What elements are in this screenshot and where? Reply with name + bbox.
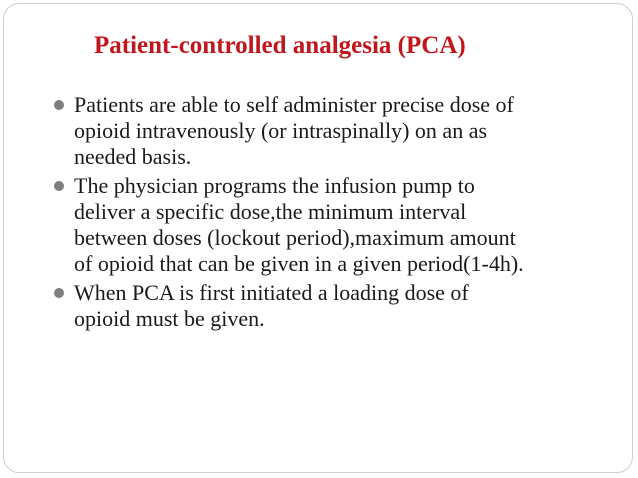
- bullet-line: When PCA is first initiated a loading dose of: [74, 280, 469, 305]
- bullet-line: Patients are able to self administer precise dose of: [74, 92, 514, 117]
- bullet-item: [54, 173, 614, 277]
- bullet-dot-icon: [54, 181, 64, 191]
- slide: [3, 3, 633, 473]
- bullet-line: The physician programs the infusion pump to: [74, 173, 475, 198]
- bullet-dot-icon: [54, 288, 64, 298]
- bullet-line: deliver a specific dose,the minimum interval: [74, 199, 467, 224]
- bullet-dot-icon: [54, 100, 64, 110]
- bullet-line: between doses (lockout period),maximum amount: [74, 225, 516, 250]
- bullet-line: opioid intravenously (or intraspinally) on an as: [74, 118, 488, 143]
- bullet-item: [54, 92, 614, 170]
- bullet-list: [54, 92, 614, 335]
- bullet-line: opioid must be given.: [74, 306, 265, 331]
- bullet-item: [54, 280, 614, 332]
- slide-title: Patient-controlled analgesia (PCA): [94, 32, 466, 59]
- bullet-line: needed basis.: [74, 144, 192, 169]
- bullet-line: of opioid that can be given in a given period(1-4h).: [74, 251, 524, 276]
